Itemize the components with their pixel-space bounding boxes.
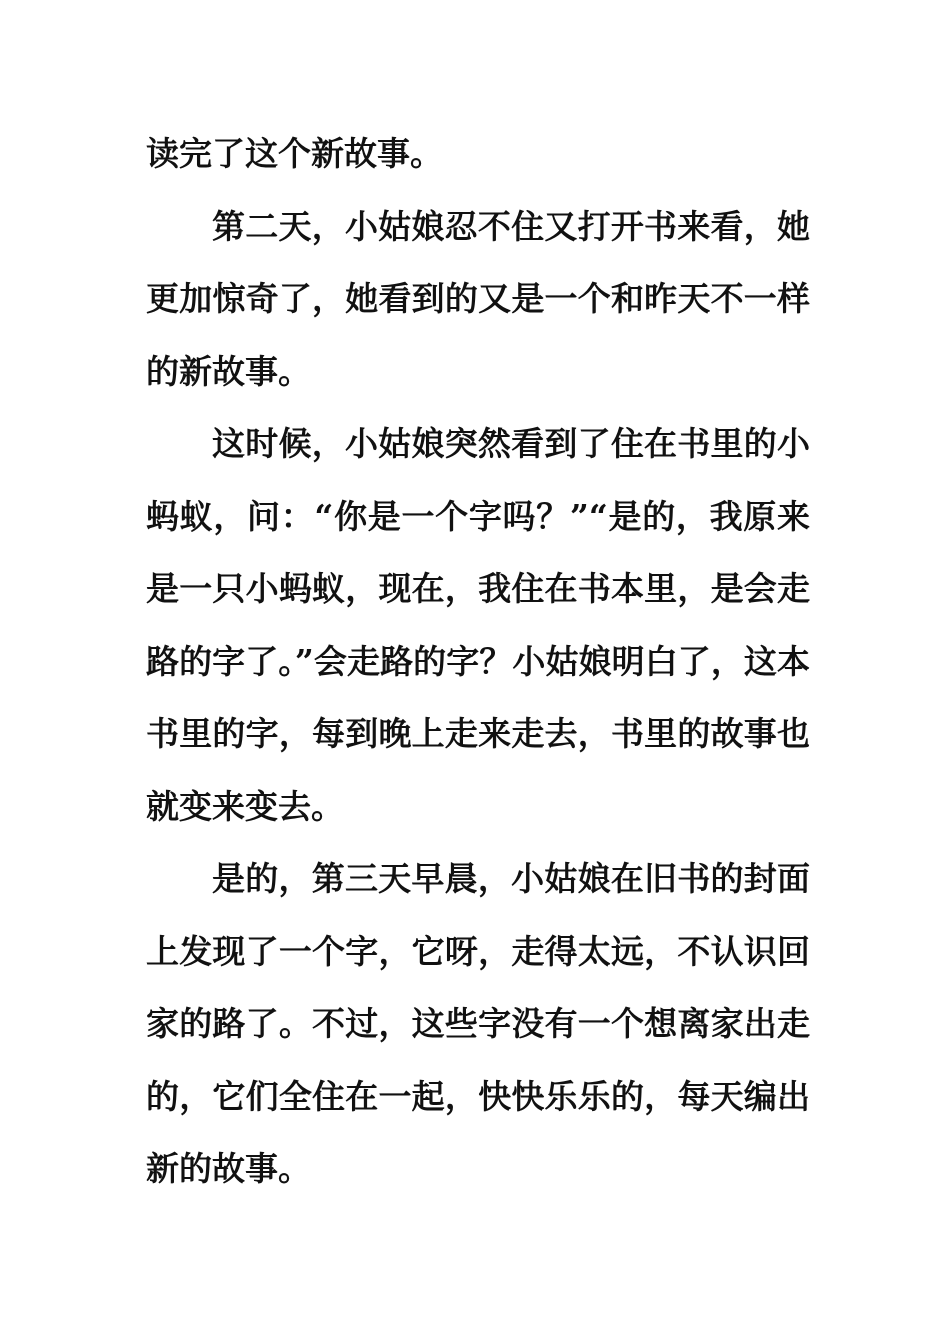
paragraph-1: 读完了这个新故事。 xyxy=(146,134,443,173)
story-text xyxy=(146,118,810,1206)
paragraph-4: 是的，第三天早晨，小姑娘在旧书的封面上发现了一个字，它呀，走得太远，不认识回家的路了。不过，这些字没有一个想离家出走的，它们全住在一起，快快乐乐的，每天编出新的故事。 xyxy=(146,859,810,1188)
paragraph-3: 这时候，小姑娘突然看到了住在书里的小蚂蚁，问：“你是一个字吗？”“是的，我原来是一只小蚂蚁，现在，我住在书本里，是会走路的字了。”会走路的字？小姑娘明白了，这本书里的字，每到晚上走来走去，书里的故事也就变来变去。 xyxy=(146,424,810,826)
paragraph-2: 第二天，小姑娘忍不住又打开书来看，她更加惊奇了，她看到的又是一个和昨天不一样的新故事。 xyxy=(146,206,810,391)
